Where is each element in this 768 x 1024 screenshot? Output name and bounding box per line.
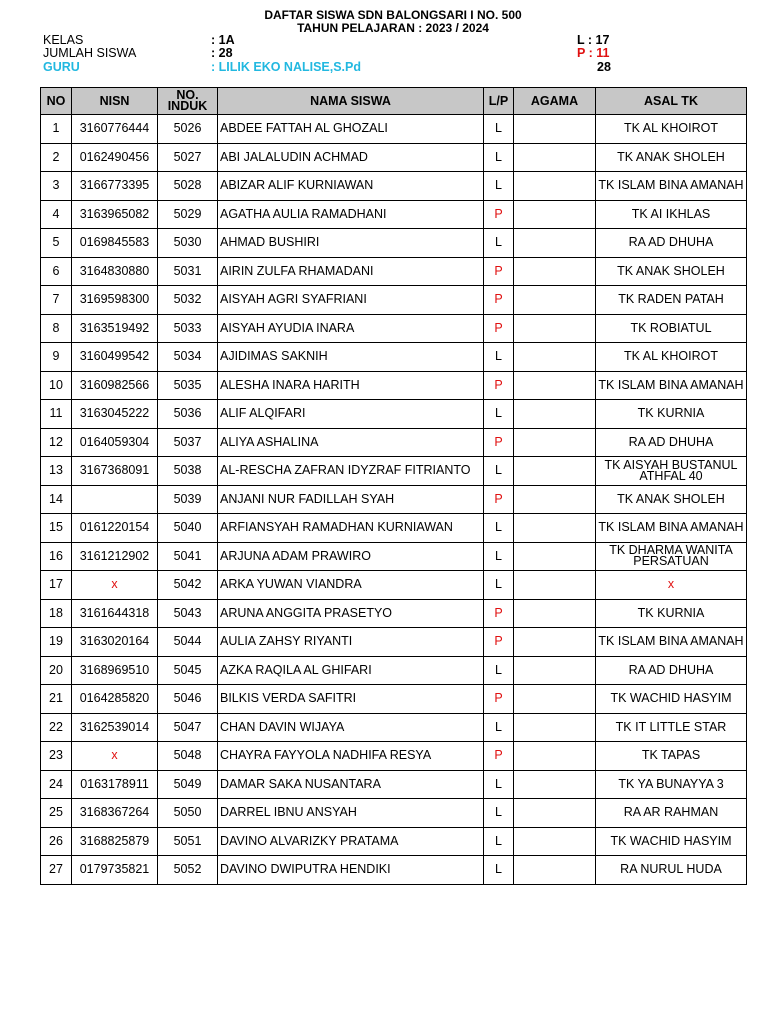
col-nisn: NISN <box>72 88 158 115</box>
cell-agama <box>514 599 596 628</box>
cell-lp: L <box>484 827 514 856</box>
cell-nisn: 3163965082 <box>72 200 158 229</box>
cell-nisn: 0164285820 <box>72 685 158 714</box>
cell-agama <box>514 400 596 429</box>
cell-agama <box>514 656 596 685</box>
cell-lp: L <box>484 115 514 144</box>
cell-nisn: 0162490456 <box>72 143 158 172</box>
cell-no-induk: 5050 <box>158 799 218 828</box>
cell-nama: CHAN DAVIN WIJAYA <box>218 713 484 742</box>
table-row <box>41 656 747 685</box>
cell-lp: L <box>484 542 514 571</box>
cell-no: 18 <box>41 599 72 628</box>
cell-lp: P <box>484 628 514 657</box>
table-row <box>41 685 747 714</box>
cell-nisn: 3168969510 <box>72 656 158 685</box>
cell-no: 2 <box>41 143 72 172</box>
cell-no-induk: 5038 <box>158 457 218 486</box>
cell-no: 13 <box>41 457 72 486</box>
cell-lp: P <box>484 200 514 229</box>
cell-nama: DAVINO DWIPUTRA HENDIKI <box>218 856 484 885</box>
table-row <box>41 200 747 229</box>
cell-nisn: x <box>72 571 158 600</box>
cell-agama <box>514 143 596 172</box>
cell-agama <box>514 485 596 514</box>
cell-no-induk: 5033 <box>158 314 218 343</box>
guru-label: GURU <box>43 60 80 74</box>
cell-asal-tk: TK AL KHOIROT <box>596 343 747 372</box>
cell-nama: AGATHA AULIA RAMADHANI <box>218 200 484 229</box>
table-row <box>41 713 747 742</box>
cell-lp: L <box>484 571 514 600</box>
cell-asal-tk: RA AD DHUHA <box>596 428 747 457</box>
table-row <box>41 257 747 286</box>
cell-nama: ARFIANSYAH RAMADHAN KURNIAWAN <box>218 514 484 543</box>
cell-asal-tk: TK ISLAM BINA AMANAH <box>596 371 747 400</box>
cell-nisn: 0161220154 <box>72 514 158 543</box>
cell-agama <box>514 371 596 400</box>
cell-nisn: 3161212902 <box>72 542 158 571</box>
cell-asal-tk: TK WACHID HASYIM <box>596 685 747 714</box>
cell-nisn: 3163045222 <box>72 400 158 429</box>
p-count: P : 11 <box>577 46 610 60</box>
cell-nama: ANJANI NUR FADILLAH SYAH <box>218 485 484 514</box>
table-row <box>41 314 747 343</box>
cell-no-induk: 5026 <box>158 115 218 144</box>
cell-asal-tk: TK WACHID HASYIM <box>596 827 747 856</box>
cell-lp: L <box>484 713 514 742</box>
cell-lp: L <box>484 143 514 172</box>
table-row <box>41 514 747 543</box>
cell-no-induk: 5042 <box>158 571 218 600</box>
cell-nama: AJIDIMAS SAKNIH <box>218 343 484 372</box>
cell-nama: BILKIS VERDA SAFITRI <box>218 685 484 714</box>
cell-asal-tk: TK RADEN PATAH <box>596 286 747 315</box>
cell-nisn: 3168367264 <box>72 799 158 828</box>
cell-no-induk: 5048 <box>158 742 218 771</box>
cell-no-induk: 5039 <box>158 485 218 514</box>
cell-no: 27 <box>41 856 72 885</box>
kelas-value: : 1A <box>211 33 235 47</box>
table-row <box>41 115 747 144</box>
cell-asal-tk: TK TAPAS <box>596 742 747 771</box>
cell-no: 26 <box>41 827 72 856</box>
academic-year: TAHUN PELAJARAN : 2023 / 2024 <box>297 21 489 35</box>
cell-asal-tk: TK AISYAH BUSTANUL ATHFAL 40 <box>596 457 747 486</box>
cell-agama <box>514 172 596 201</box>
cell-agama <box>514 115 596 144</box>
table-row <box>41 742 747 771</box>
cell-no-induk: 5036 <box>158 400 218 429</box>
cell-no-induk: 5032 <box>158 286 218 315</box>
table-row <box>41 428 747 457</box>
table-row <box>41 628 747 657</box>
cell-nama: ALIYA ASHALINA <box>218 428 484 457</box>
cell-nisn <box>72 485 158 514</box>
cell-asal-tk: TK ANAK SHOLEH <box>596 257 747 286</box>
cell-nisn: 3163519492 <box>72 314 158 343</box>
col-lp: L/P <box>484 88 514 115</box>
cell-asal-tk: TK ANAK SHOLEH <box>596 143 747 172</box>
cell-nama: AISYAH AYUDIA INARA <box>218 314 484 343</box>
cell-asal-tk: TK ISLAM BINA AMANAH <box>596 514 747 543</box>
cell-asal-tk: RA AR RAHMAN <box>596 799 747 828</box>
cell-no: 19 <box>41 628 72 657</box>
cell-nama: AIRIN ZULFA RHAMADANI <box>218 257 484 286</box>
cell-no: 9 <box>41 343 72 372</box>
cell-asal-tk: TK YA BUNAYYA 3 <box>596 770 747 799</box>
cell-lp: P <box>484 428 514 457</box>
cell-asal-tk: TK KURNIA <box>596 599 747 628</box>
cell-no-induk: 5037 <box>158 428 218 457</box>
cell-no: 4 <box>41 200 72 229</box>
cell-no-induk: 5027 <box>158 143 218 172</box>
cell-lp: P <box>484 371 514 400</box>
cell-agama <box>514 200 596 229</box>
cell-nama: AHMAD BUSHIRI <box>218 229 484 258</box>
cell-agama <box>514 742 596 771</box>
cell-nisn: 3169598300 <box>72 286 158 315</box>
table-row <box>41 286 747 315</box>
kelas-label: KELAS <box>43 33 84 47</box>
cell-no: 7 <box>41 286 72 315</box>
cell-no: 12 <box>41 428 72 457</box>
cell-no: 1 <box>41 115 72 144</box>
document-title: DAFTAR SISWA SDN BALONGSARI I NO. 500 <box>264 8 522 22</box>
cell-asal-tk: x <box>596 571 747 600</box>
table-row <box>41 172 747 201</box>
cell-nama: DAVINO ALVARIZKY PRATAMA <box>218 827 484 856</box>
cell-no-induk: 5031 <box>158 257 218 286</box>
cell-no: 21 <box>41 685 72 714</box>
table-row <box>41 799 747 828</box>
guru-value: : LILIK EKO NALISE,S.Pd <box>211 60 362 74</box>
cell-nama: DARREL IBNU ANSYAH <box>218 799 484 828</box>
cell-nama: AL-RESCHA ZAFRAN IDYZRAF FITRIANTO <box>218 457 484 486</box>
cell-agama <box>514 856 596 885</box>
cell-no: 5 <box>41 229 72 258</box>
cell-lp: L <box>484 343 514 372</box>
cell-no-induk: 5040 <box>158 514 218 543</box>
cell-lp: L <box>484 799 514 828</box>
cell-agama <box>514 314 596 343</box>
cell-no-induk: 5043 <box>158 599 218 628</box>
col-nama-siswa: NAMA SISWA <box>218 88 484 115</box>
table-header-row <box>41 88 747 115</box>
cell-no-induk: 5049 <box>158 770 218 799</box>
cell-nisn: 3160776444 <box>72 115 158 144</box>
cell-asal-tk: TK ISLAM BINA AMANAH <box>596 172 747 201</box>
cell-lp: P <box>484 257 514 286</box>
cell-agama <box>514 229 596 258</box>
cell-no-induk: 5052 <box>158 856 218 885</box>
cell-lp: P <box>484 485 514 514</box>
cell-no: 6 <box>41 257 72 286</box>
cell-lp: P <box>484 286 514 315</box>
jumlah-label: JUMLAH SISWA <box>43 46 137 60</box>
cell-no-induk: 5046 <box>158 685 218 714</box>
cell-nisn: 3163020164 <box>72 628 158 657</box>
cell-agama <box>514 457 596 486</box>
cell-lp: P <box>484 314 514 343</box>
cell-no: 24 <box>41 770 72 799</box>
cell-no: 14 <box>41 485 72 514</box>
cell-nisn: 0164059304 <box>72 428 158 457</box>
cell-no: 16 <box>41 542 72 571</box>
cell-nisn: 3166773395 <box>72 172 158 201</box>
cell-no: 8 <box>41 314 72 343</box>
cell-lp: L <box>484 400 514 429</box>
table-row <box>41 485 747 514</box>
table-row <box>41 827 747 856</box>
cell-no-induk: 5045 <box>158 656 218 685</box>
cell-nama: ARUNA ANGGITA PRASETYO <box>218 599 484 628</box>
cell-lp: P <box>484 685 514 714</box>
cell-asal-tk: RA AD DHUHA <box>596 656 747 685</box>
l-count: L : 17 <box>577 33 610 47</box>
cell-asal-tk: RA AD DHUHA <box>596 229 747 258</box>
cell-nisn: 0179735821 <box>72 856 158 885</box>
table-row <box>41 571 747 600</box>
col-no-induk: NO. INDUK <box>158 88 218 115</box>
cell-no: 15 <box>41 514 72 543</box>
cell-agama <box>514 343 596 372</box>
cell-asal-tk: TK AL KHOIROT <box>596 115 747 144</box>
col-asal-tk: ASAL TK <box>596 88 747 115</box>
cell-no: 17 <box>41 571 72 600</box>
table-row <box>41 229 747 258</box>
cell-lp: L <box>484 770 514 799</box>
cell-lp: L <box>484 514 514 543</box>
col-no: NO <box>41 88 72 115</box>
cell-no: 25 <box>41 799 72 828</box>
cell-no-induk: 5034 <box>158 343 218 372</box>
cell-no: 3 <box>41 172 72 201</box>
cell-asal-tk: TK ISLAM BINA AMANAH <box>596 628 747 657</box>
cell-agama <box>514 514 596 543</box>
cell-nama: ARKA YUWAN VIANDRA <box>218 571 484 600</box>
cell-no-induk: 5051 <box>158 827 218 856</box>
student-table <box>40 87 747 885</box>
cell-nama: AZKA RAQILA AL GHIFARI <box>218 656 484 685</box>
cell-asal-tk: TK DHARMA WANITA PERSATUAN <box>596 542 747 571</box>
cell-nama: CHAYRA FAYYOLA NADHIFA RESYA <box>218 742 484 771</box>
table-row <box>41 542 747 571</box>
table-row <box>41 856 747 885</box>
total-count: 28 <box>597 60 611 74</box>
cell-asal-tk: TK IT LITTLE STAR <box>596 713 747 742</box>
cell-agama <box>514 713 596 742</box>
cell-nisn: 3162539014 <box>72 713 158 742</box>
cell-nisn: 3167368091 <box>72 457 158 486</box>
cell-lp: L <box>484 229 514 258</box>
cell-no-induk: 5028 <box>158 172 218 201</box>
cell-nisn: x <box>72 742 158 771</box>
cell-no: 23 <box>41 742 72 771</box>
cell-agama <box>514 770 596 799</box>
cell-nama: AISYAH AGRI SYAFRIANI <box>218 286 484 315</box>
cell-asal-tk: RA NURUL HUDA <box>596 856 747 885</box>
cell-asal-tk: TK ANAK SHOLEH <box>596 485 747 514</box>
cell-agama <box>514 571 596 600</box>
cell-agama <box>514 628 596 657</box>
cell-nisn: 0163178911 <box>72 770 158 799</box>
cell-lp: L <box>484 172 514 201</box>
cell-nisn: 3161644318 <box>72 599 158 628</box>
cell-agama <box>514 257 596 286</box>
cell-nama: AULIA ZAHSY RIYANTI <box>218 628 484 657</box>
jumlah-value: : 28 <box>211 46 233 60</box>
cell-nisn: 3160499542 <box>72 343 158 372</box>
cell-nisn: 3164830880 <box>72 257 158 286</box>
cell-nama: DAMAR SAKA NUSANTARA <box>218 770 484 799</box>
cell-no-induk: 5035 <box>158 371 218 400</box>
cell-agama <box>514 428 596 457</box>
cell-no-induk: 5047 <box>158 713 218 742</box>
cell-no: 22 <box>41 713 72 742</box>
cell-nama: ABDEE FATTAH AL GHOZALI <box>218 115 484 144</box>
cell-nama: ABIZAR ALIF KURNIAWAN <box>218 172 484 201</box>
cell-no: 11 <box>41 400 72 429</box>
cell-nama: ALIF ALQIFARI <box>218 400 484 429</box>
cell-lp: L <box>484 656 514 685</box>
cell-nisn: 0169845583 <box>72 229 158 258</box>
cell-asal-tk: TK AI IKHLAS <box>596 200 747 229</box>
cell-asal-tk: TK KURNIA <box>596 400 747 429</box>
cell-no-induk: 5030 <box>158 229 218 258</box>
cell-lp: P <box>484 599 514 628</box>
cell-agama <box>514 685 596 714</box>
table-row <box>41 770 747 799</box>
table-row <box>41 143 747 172</box>
cell-lp: L <box>484 457 514 486</box>
table-row <box>41 599 747 628</box>
cell-no-induk: 5041 <box>158 542 218 571</box>
cell-agama <box>514 827 596 856</box>
cell-no: 20 <box>41 656 72 685</box>
cell-agama <box>514 542 596 571</box>
cell-nisn: 3160982566 <box>72 371 158 400</box>
table-row <box>41 371 747 400</box>
table-row <box>41 343 747 372</box>
cell-asal-tk: TK ROBIATUL <box>596 314 747 343</box>
cell-nisn: 3168825879 <box>72 827 158 856</box>
cell-agama <box>514 799 596 828</box>
table-row <box>41 400 747 429</box>
cell-nama: ABI JALALUDIN ACHMAD <box>218 143 484 172</box>
cell-no: 10 <box>41 371 72 400</box>
cell-lp: L <box>484 856 514 885</box>
table-row <box>41 457 747 486</box>
cell-nama: ARJUNA ADAM PRAWIRO <box>218 542 484 571</box>
cell-lp: P <box>484 742 514 771</box>
cell-no-induk: 5044 <box>158 628 218 657</box>
col-agama: AGAMA <box>514 88 596 115</box>
cell-nama: ALESHA INARA HARITH <box>218 371 484 400</box>
cell-agama <box>514 286 596 315</box>
cell-no-induk: 5029 <box>158 200 218 229</box>
